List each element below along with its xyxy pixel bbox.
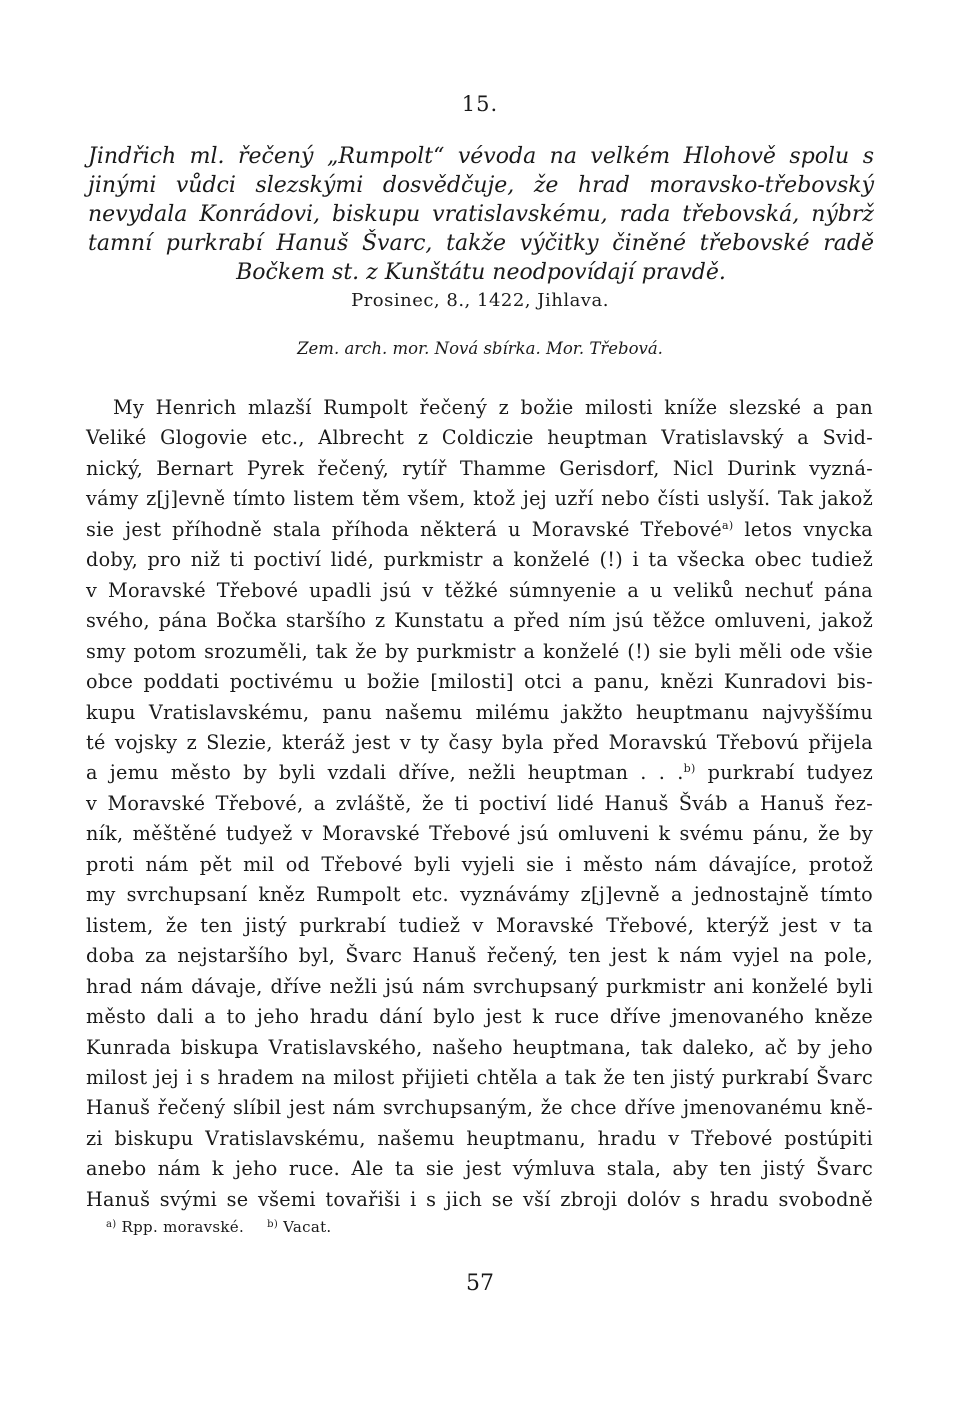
text-line: my svrchupsaní kněz Rumpolt etc. vyznávámy z[j]evně a jednostajně tímto xyxy=(86,883,873,907)
date-line: Prosinec, 8., 1422, Jihlava. xyxy=(351,290,609,311)
text-line: nický, Bernart Pyrek řečený, rytíř Thamme Gerisdorf, Nicl Durink vyzná- xyxy=(86,456,873,480)
text-segment: a jemu město by byli vzdali dříve, nežli heuptman . . . xyxy=(86,761,684,785)
text-line: hrad nám dávaje, dříve nežli jsú nám svrchupsaný purkmistr ani konželé byli xyxy=(86,974,873,998)
footnote-b-text: Vacat. xyxy=(283,1218,332,1236)
footnote-a xyxy=(106,1218,244,1236)
text-line: zi biskupu Vratislavskému, našemu heuptmanu, hradu v Třebové postúpiti xyxy=(86,1126,873,1150)
text-segment: purkrabí tudyez xyxy=(695,761,874,785)
text-line: milost jej i s hradem na milost přijieti chtěla a tak že ten jistý purkrabí Švarc xyxy=(86,1065,873,1089)
text-line: vámy z[j]evně tímto listem těm všem, ktož jej uzří nebo čísti uslyší. Tak jakož xyxy=(86,487,873,511)
text-line-with-footnote-a xyxy=(86,515,873,545)
footnote-marker-b: b) xyxy=(683,762,696,776)
text-line: listem, že ten jistý purkrabí tudiež v Moravské Třebové, kterýž jest v ta xyxy=(86,913,873,937)
text-segment: letos vnycka xyxy=(733,517,873,541)
text-line: kupu Vratislavskému, panu našemu milému jakžto heuptmanu najvyššímu xyxy=(86,700,873,724)
text-line: Veliké Glogovie etc., Albrecht z Coldiczie heuptman Vratislavský a Svid- xyxy=(86,426,873,450)
text-line: obce poddati poctivému u božie [milosti] otci a panu, knězi Kunradovi bis- xyxy=(86,670,873,694)
regest-summary: Jindřich ml. řečený „Rumpolt“ vévoda na velkém Hlohově spolu s jinými vůdci slezskými dosvědčuje, že hrad moravsko-třebovský nevydala Konrádovi, biskupu vratislavskému, rada třebovská, nýbrž tamní purkrabí Hanuš Švarc, takže výčitky činěné třebovské radě Bočkem st. z Kunštátu neodpovídají pravdě. xyxy=(88,144,874,285)
text-line: doba za nejstaršího byl, Švarc Hanuš řečený, ten jest k nám vyjel na pole, xyxy=(86,944,873,968)
text-line: ník, měštěné tudyež v Moravské Třebové jsú omluveni k svému pánu, že by xyxy=(86,822,873,846)
text-line: v Moravské Třebové, a zvláště, že ti poctiví lidé Hanuš Šváb a Hanuš řez- xyxy=(86,791,873,815)
text-line: anebo nám k jeho ruce. Ale ta sie jest výmluva stala, aby ten jistý Švarc xyxy=(86,1157,873,1181)
text-segment: sie jest příhodně stala příhoda některá u Moravské Třebové xyxy=(86,517,722,541)
page-number-top: 15. xyxy=(461,92,499,116)
footnote-b xyxy=(267,1218,331,1236)
text-line: proti nám pět mil od Třebové byli vyjeli sie i město nám dávajíce, protož xyxy=(86,852,873,876)
text-line: My Henrich mlazší Rumpolt řečený z božie milosti kníže slezské a pan xyxy=(113,396,873,419)
text-line: svého, pána Bočka staršího z Kunstatu a před ním jsú těžce omluveni, jakož xyxy=(86,609,873,633)
footnotes xyxy=(106,1218,349,1236)
text-line: Kunrada biskupa Vratislavského, našeho heuptmana, tak daleko, ač by jeho xyxy=(86,1035,873,1059)
page-number-bottom: 57 xyxy=(466,1271,494,1296)
text-line: v Moravské Třebové upadli jsú v těžké súmnyenie a u veliků nechuť pána xyxy=(86,578,873,602)
archive-source: Zem. arch. mor. Nová sbírka. Mor. Třebová. xyxy=(297,339,663,358)
footnote-b-marker: b) xyxy=(267,1219,279,1230)
text-line: doby, pro niž ti poctiví lidé, purkmistr a konželé (!) i ta všecka obec tudiež xyxy=(86,548,873,572)
footnote-marker-a: a) xyxy=(721,518,734,532)
text-line: Hanuš svými se všemi tovařiši i s jich se vší zbroji dolóv s hradu svobodně xyxy=(86,1187,873,1211)
charter-text xyxy=(86,393,873,1215)
text-line: město dali a to jeho hradu dání bylo jest k ruce dříve jmenovaného kněze xyxy=(86,1005,873,1029)
text-line-with-footnote-b xyxy=(86,758,873,788)
text-line: Hanuš řečený slíbil jest nám svrchupsaným, že chce dříve jmenovanému kně- xyxy=(86,1096,873,1120)
text-line: smy potom srozuměli, tak že by purkmistr a konželé (!) sie byli měli ode všie xyxy=(86,639,873,663)
text-line: té vojsky z Slezie, kteráž jest v ty časy byla před Moravskú Třebovú přijela xyxy=(86,730,873,754)
footnote-a-text: Rpp. moravské. xyxy=(121,1218,245,1236)
footnote-a-marker: a) xyxy=(106,1219,117,1230)
